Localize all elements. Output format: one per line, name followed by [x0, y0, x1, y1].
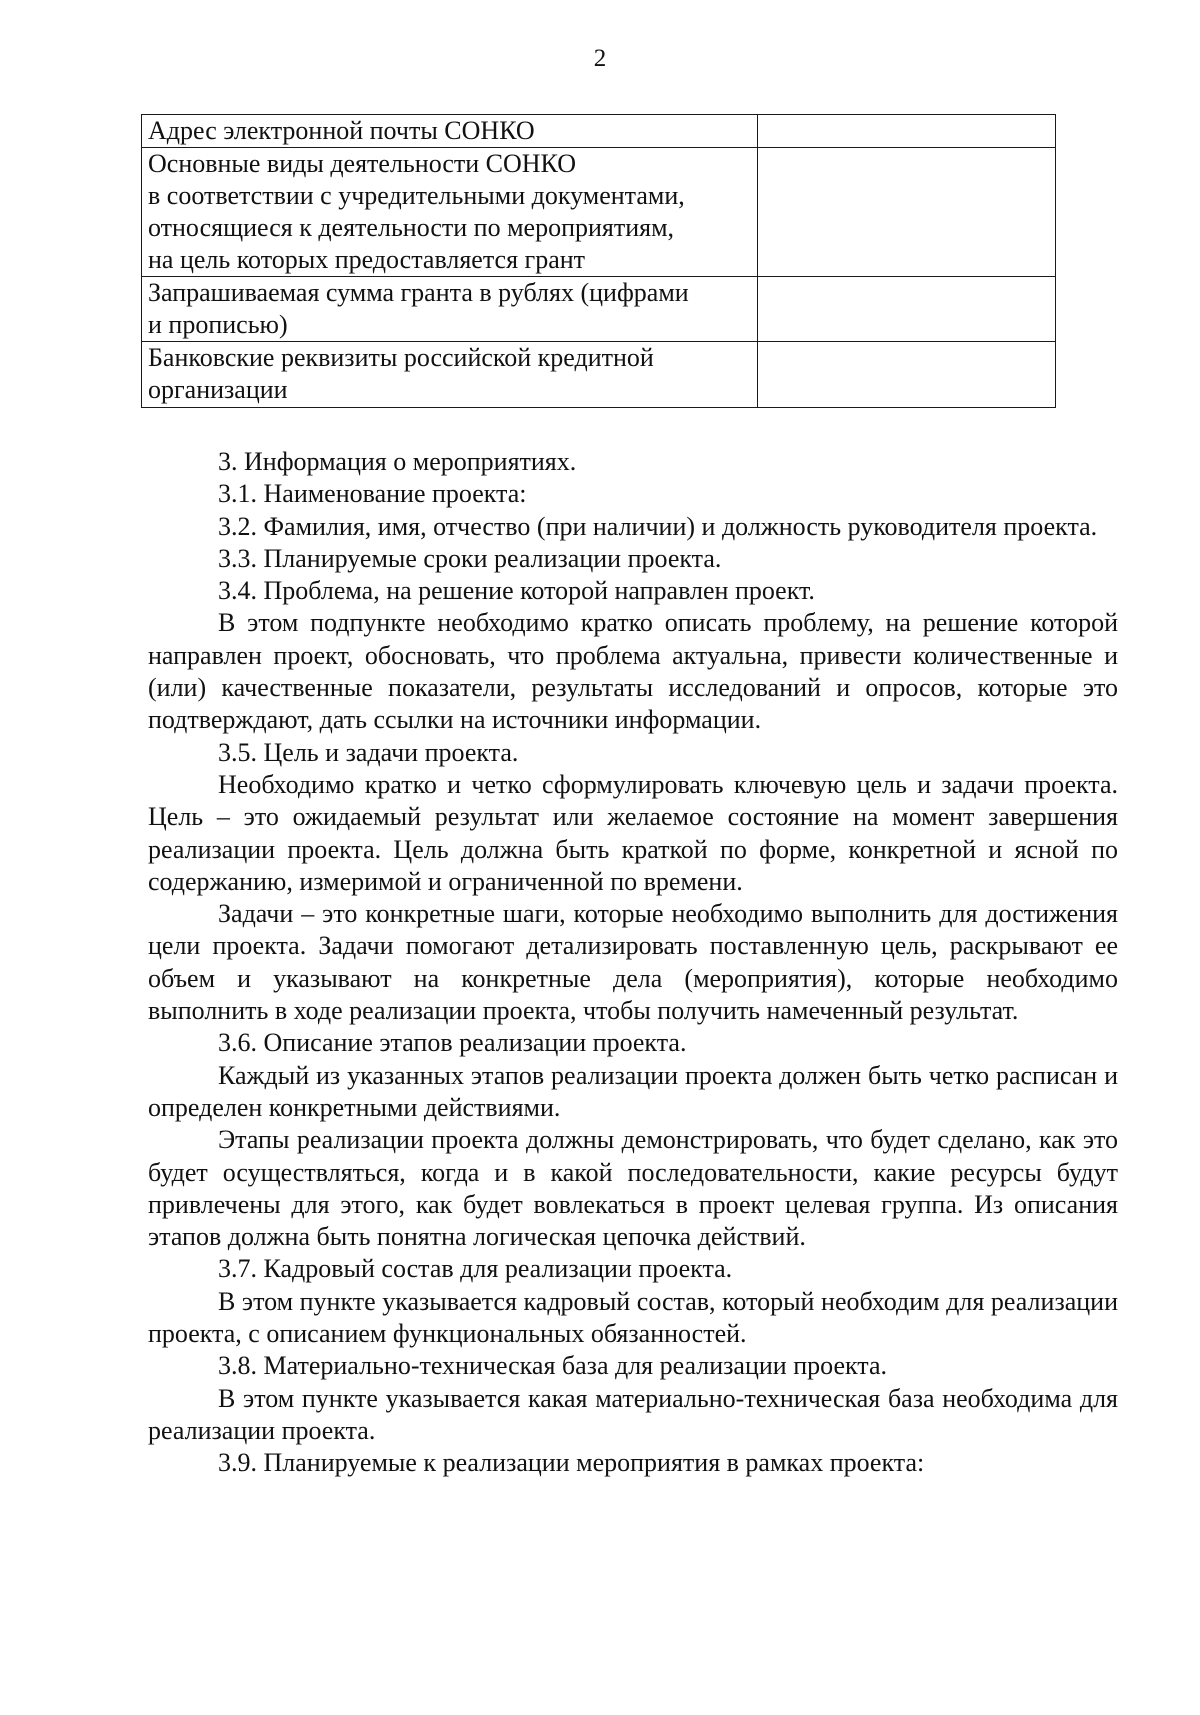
- page-number: 2: [593, 45, 607, 72]
- paragraph: Задачи – это конкретные шаги, которые необходимо выполнить для достижения цели проекта. Задачи помогают детализировать поставленную цель, раскрывают ее объем и указывают на конкретные дела (мероприятия), которые необходимо выполнить в ходе реализации проекта, чтобы получить намеченный результат.: [148, 899, 1118, 1026]
- table-row: [142, 277, 1056, 342]
- table-row: [142, 342, 1056, 408]
- paragraph: В этом подпункте необходимо кратко описать проблему, на решение которой направлен проект, обосновать, что проблема актуальна, привести количественные и (или) качественные показатели, результаты исследований и опросов, которые это подтверждают, дать ссылки на источники информации.: [148, 608, 1118, 735]
- paragraph: В этом пункте указывается какая материально-техническая база необходима для реализации проекта.: [148, 1383, 1118, 1445]
- table-cell-value: [757, 277, 1055, 342]
- table-cell-label: Адрес электронной почты СОНКО: [142, 115, 758, 148]
- subsection-heading: 3.9. Планируемые к реализации мероприятия в рамках проекта:: [218, 1448, 925, 1478]
- table-cell-label: Основные виды деятельности СОНКО в соответствии с учредительными документами, относящиеся к деятельности по мероприятиям, на цель которых предоставляется грант: [142, 148, 758, 277]
- table-cell-value: [757, 342, 1055, 408]
- subsection-heading: 3.3. Планируемые сроки реализации проекта.: [218, 543, 722, 573]
- paragraph: В этом пункте указывается кадровый состав, который необходим для реализации проекта, с описанием функциональных обязанностей.: [148, 1286, 1118, 1349]
- subsection-heading: 3.2. Фамилия, имя, отчество (при наличии) и должность руководителя проекта.: [218, 511, 1098, 541]
- table-cell-value: [757, 148, 1055, 277]
- subsection-heading: 3.4. Проблема, на решение которой направлен проект.: [218, 576, 815, 606]
- table-cell-label: Запрашиваемая сумма гранта в рублях (цифрами и прописью): [142, 277, 758, 342]
- body-text: [148, 446, 1118, 1480]
- table-cell-value: [757, 115, 1055, 148]
- subsection-heading: 3.7. Кадровый состав для реализации проекта.: [218, 1254, 733, 1284]
- subsection-heading: 3.5. Цель и задачи проекта.: [218, 737, 519, 767]
- section-heading: 3. Информация о мероприятиях.: [218, 447, 577, 476]
- subsection-heading: 3.8. Материально-техническая база для реализации проекта.: [218, 1351, 887, 1381]
- paragraph: Этапы реализации проекта должны демонстрировать, что будет сделано, как это будет осуществляться, когда и в какой последовательности, какие ресурсы будут привлечены для этого, как будет вовлекаться в проект целевая группа. Из описания этапов должна быть понятна логическая цепочка действий.: [148, 1125, 1118, 1252]
- paragraph: Каждый из указанных этапов реализации проекта должен быть четко расписан и определен конкретными действиями.: [148, 1060, 1118, 1122]
- paragraph: Необходимо кратко и четко сформулировать ключевую цель и задачи проекта. Цель – это ожидаемый результат или желаемое состояние на момент завершения реализации проекта. Цель должна быть краткой по форме, конкретной и ясной по содержанию, измеримой и ограниченной по времени.: [148, 769, 1118, 896]
- organization-info-table: [141, 114, 1056, 408]
- table-cell-label: Банковские реквизиты российской кредитной организации: [142, 342, 758, 408]
- subsection-heading: 3.6. Описание этапов реализации проекта.: [218, 1028, 687, 1058]
- subsection-heading: 3.1. Наименование проекта:: [218, 479, 527, 509]
- table-row: [142, 148, 1056, 277]
- table-row: [142, 115, 1056, 148]
